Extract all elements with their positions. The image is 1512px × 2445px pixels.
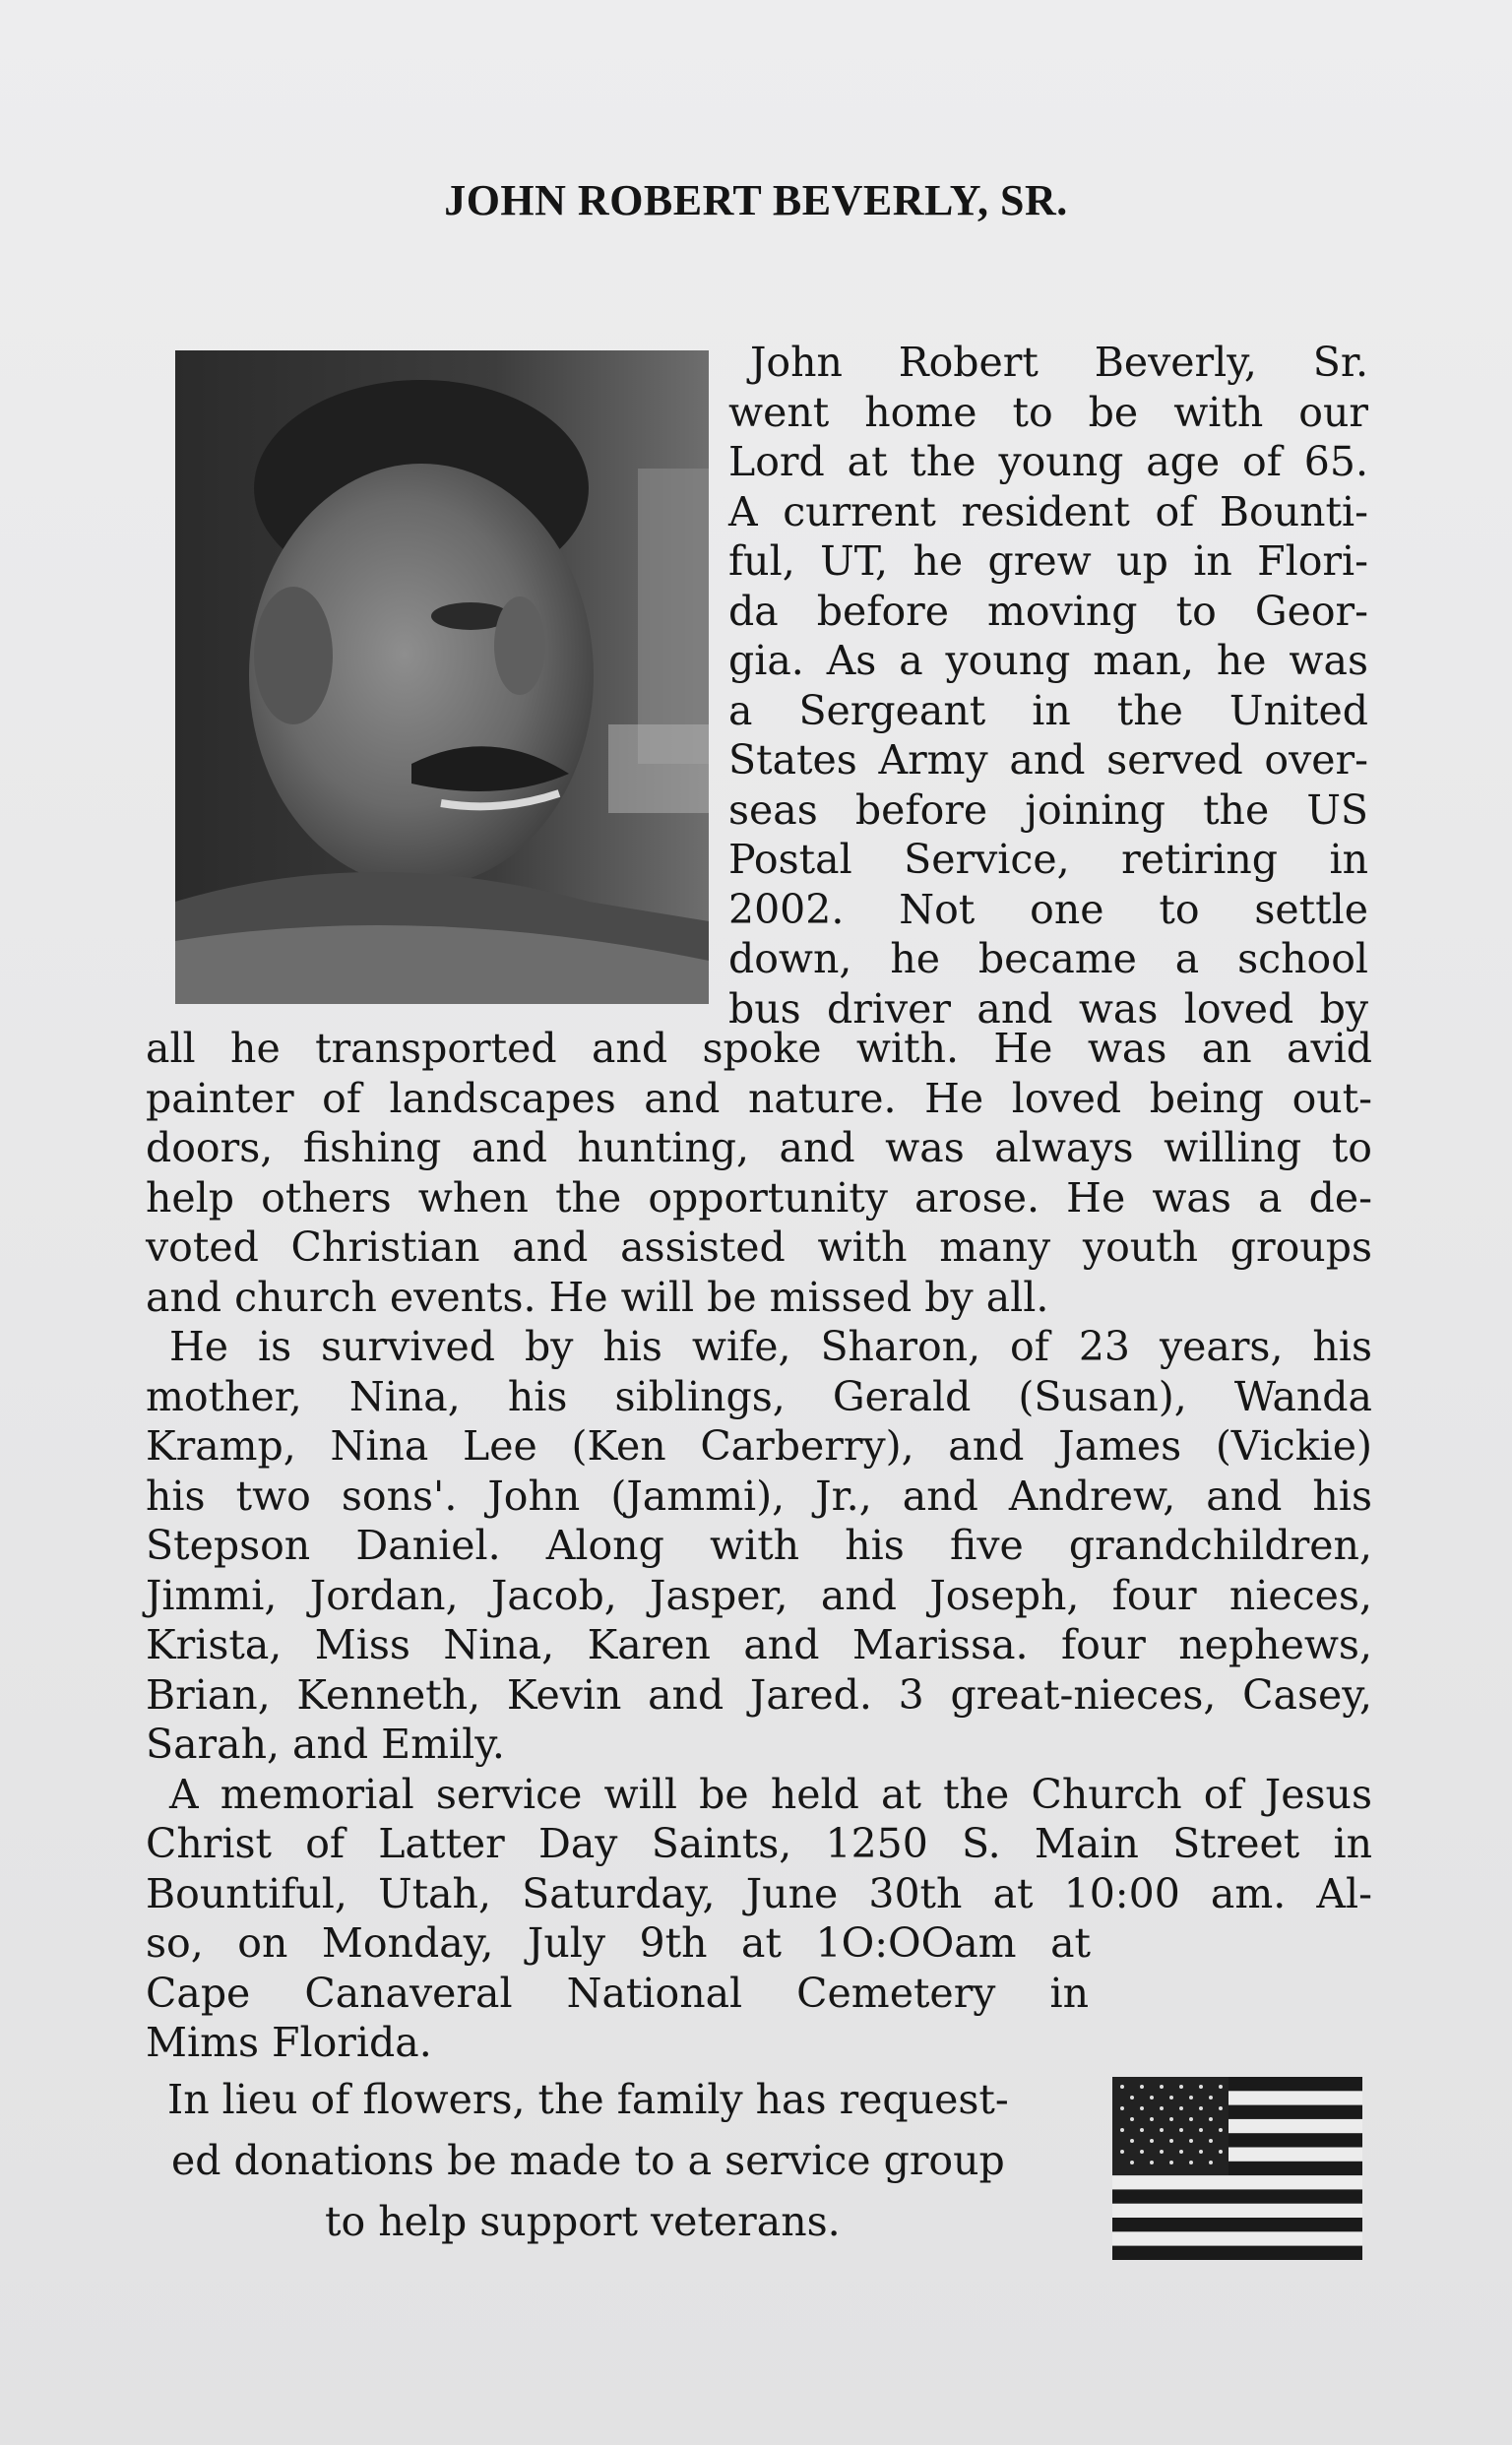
obituary-text-wrapped <box>728 338 1368 1034</box>
text-line: States Army and served over- <box>728 736 1368 784</box>
text-line: seas before joining the US <box>728 785 1368 834</box>
survivors-paragraph-start: He is survived by his wife, Sharon, of 23 years, his <box>169 1323 1372 1370</box>
text-line: bus driver and was loved by <box>728 984 1368 1033</box>
american-flag-icon <box>1112 2077 1362 2260</box>
text-line: Bountiful, Utah, Saturday, June 30th at 10:00 am. Al- <box>146 1869 1372 1917</box>
obituary-title: JOHN ROBERT BEVERLY, SR. <box>444 176 1068 224</box>
text-line: Brian, Kenneth, Kevin and Jared. 3 great-nieces, Casey, <box>146 1670 1372 1719</box>
memorial-paragraph-start: A memorial service will be held at the Church of Jesus <box>169 1770 1372 1818</box>
text-line: Stepson Daniel. Along with his five grandchildren, <box>146 1522 1372 1569</box>
text-line: Cape Canaveral National Cemetery in <box>146 1969 1089 2017</box>
text-line: Postal Service, retiring in <box>728 836 1368 883</box>
text-line: Christ of Latter Day Saints, 1250 S. Main Street in <box>146 1820 1372 1867</box>
text-line: voted Christian and assisted with many youth groups <box>146 1223 1372 1271</box>
text-line: John Robert Beverly, Sr. <box>750 339 1368 386</box>
closing-line: to help support veterans. <box>325 2198 841 2245</box>
text-line: down, he became a school <box>728 935 1368 982</box>
text-line: his two sons'. John (Jammi), Jr., and Andrew, and his <box>146 1472 1372 1520</box>
portrait-photo <box>175 350 709 1004</box>
obituary-text-full <box>146 1024 1372 2068</box>
text-line: a Sergeant in the United <box>728 686 1368 734</box>
text-line: help others when the opportunity arose. He was a de- <box>146 1173 1372 1222</box>
text-line: so, on Monday, July 9th at 1O:OOam at <box>146 1919 1091 1967</box>
text-line: mother, Nina, his siblings, Gerald (Susan), Wanda <box>146 1372 1372 1420</box>
text-line: went home to be with our <box>728 388 1368 436</box>
closing-line: In lieu of flowers, the family has request- <box>167 2076 1009 2123</box>
text-line: Mims Florida. <box>146 2019 432 2066</box>
text-line: Lord at the young age of 65. <box>728 438 1368 485</box>
text-line: all he transported and spoke with. He was an avid <box>146 1025 1372 1072</box>
text-line: gia. As a young man, he was <box>728 637 1368 684</box>
text-line: Sarah, and Emily. <box>146 1721 505 1768</box>
text-line: doors, fishing and hunting, and was always willing to <box>146 1124 1372 1171</box>
text-line: ful, UT, he grew up in Flori- <box>728 537 1368 585</box>
text-line: 2002. Not one to settle <box>728 885 1368 933</box>
text-line: Krista, Miss Nina, Karen and Marissa. four nephews, <box>146 1621 1372 1668</box>
closing-request <box>146 2069 1110 2252</box>
text-line: Kramp, Nina Lee (Ken Carberry), and James (Vickie) <box>146 1422 1372 1470</box>
text-line: Jimmi, Jordan, Jacob, Jasper, and Joseph, four nieces, <box>146 1571 1372 1619</box>
closing-line: ed donations be made to a service group <box>171 2137 1005 2184</box>
text-line: A current resident of Bounti- <box>728 487 1368 535</box>
text-line: painter of landscapes and nature. He loved being out- <box>146 1074 1372 1122</box>
text-line: da before moving to Geor- <box>728 587 1368 635</box>
text-line: and church events. He will be missed by all. <box>146 1273 1049 1321</box>
